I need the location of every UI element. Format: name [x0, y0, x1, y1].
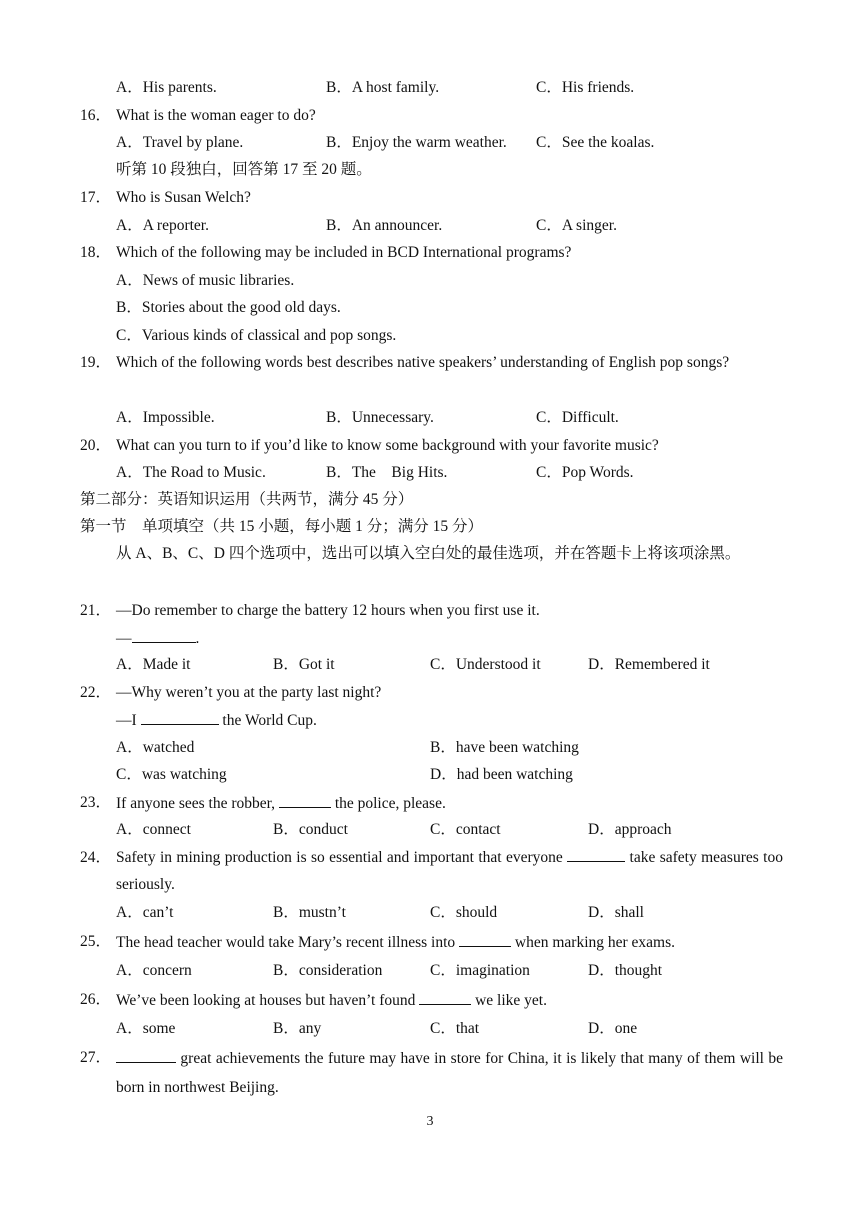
q18-option-b: B．Stories about the good old days. — [116, 299, 341, 316]
q24-option-a: A．can’t — [116, 904, 174, 921]
q24-option-b: B．mustn’t — [273, 904, 346, 921]
q26-option-a: A．some — [116, 1020, 176, 1037]
stem-before: The head teacher would take Mary’s recent illness into — [116, 934, 460, 951]
reply-after: the World Cup. — [218, 712, 317, 729]
q24-option-d: D．shall — [588, 904, 644, 921]
question-number: 22． — [80, 684, 112, 701]
q23-option-a: A．connect — [116, 821, 191, 838]
q16-option-b: B．Enjoy the warm weather. — [326, 134, 507, 151]
stem-after: we like yet. — [471, 992, 547, 1009]
answer-blank — [116, 1048, 176, 1063]
question-number: 20． — [80, 437, 112, 454]
q26-option-b: B．any — [273, 1020, 322, 1037]
question-text — [116, 990, 547, 1011]
q16-option-c: C．See the koalas. — [536, 134, 655, 151]
stem-before: We’ve been looking at houses but haven’t found — [116, 992, 420, 1009]
q23-option-b: B．conduct — [273, 821, 348, 838]
q17-option-b: B．An announcer. — [326, 217, 443, 234]
answer-blank — [141, 710, 219, 725]
q21-option-b: B．Got it — [273, 656, 335, 673]
question-number: 21． — [80, 602, 112, 619]
q25-option-c: C．imagination — [430, 962, 530, 979]
q25-option-b: B．consideration — [273, 962, 383, 979]
q21-option-c: C．Understood it — [430, 656, 541, 673]
q20-option-a: A．The Road to Music. — [116, 464, 266, 481]
q17-option-c: C．A singer. — [536, 217, 617, 234]
q21-option-d: D．Remembered it — [588, 656, 710, 673]
q18-option-a: A．News of music libraries. — [116, 272, 295, 289]
stem-before: Safety in mining production is so essential and important that everyone — [116, 849, 568, 866]
question-text: Which of the following may be included in BCD International programs? — [116, 244, 572, 261]
q23-option-c: C．contact — [430, 821, 501, 838]
q21-reply: — . — [116, 630, 200, 647]
answer-blank — [459, 932, 511, 947]
question-number: 26． — [80, 991, 112, 1008]
question-text — [116, 793, 446, 814]
q22-option-d: D．had been watching — [430, 766, 573, 783]
q22-option-c: C．was watching — [116, 766, 227, 783]
part2-title: 第二部分：英语知识运用（共两节，满分 45 分） — [80, 491, 414, 508]
reply-before: —I — [116, 712, 141, 729]
question-number: 16． — [80, 107, 112, 124]
q19-option-b: B．Unnecessary. — [326, 409, 434, 426]
stem-after: take safety measures too seriously. — [116, 849, 783, 893]
answer-blank — [132, 628, 196, 643]
q15-option-c: C．His friends. — [536, 79, 635, 96]
q26-option-d: D．one — [588, 1020, 638, 1037]
q15-option-b: B．A host family. — [326, 79, 440, 96]
q19-option-c: C．Difficult. — [536, 409, 619, 426]
answer-blank — [567, 847, 625, 862]
q15-option-a: A．His parents. — [116, 79, 217, 96]
q18-option-c: C．Various kinds of classical and pop songs. — [116, 327, 397, 344]
question-number: 19． — [80, 354, 112, 371]
q27-text — [116, 1044, 783, 1102]
q20-option-b: B．The Big Hits. — [326, 464, 448, 481]
q23-option-d: D．approach — [588, 821, 672, 838]
q16-option-a: A．Travel by plane. — [116, 134, 244, 151]
q22-reply — [116, 710, 317, 731]
question-text: What can you turn to if you’d like to know some background with your favorite music? — [116, 437, 659, 454]
section1-title: 第一节 单项填空（共 15 小题，每小题 1 分；满分 15 分） — [80, 518, 484, 535]
question-number: 27． — [80, 1049, 112, 1066]
answer-blank — [279, 793, 331, 808]
answer-blank — [419, 990, 471, 1005]
question-number: 25． — [80, 933, 112, 950]
question-text — [116, 932, 675, 953]
q26-option-c: C．that — [430, 1020, 480, 1037]
stem-after: the police, please. — [330, 795, 446, 812]
q20-option-c: C．Pop Words. — [536, 464, 634, 481]
stem-after: when marking her exams. — [511, 934, 676, 951]
question-number: 24． — [80, 849, 112, 866]
q24-option-c: C．should — [430, 904, 498, 921]
question-text: Who is Susan Welch? — [116, 189, 251, 206]
section1-instructions: 从 A、B、C、D 四个选项中，选出可以填入空白处的最佳选项，并在答题卡上将该项涂黑。 — [116, 545, 741, 562]
reply-dash: — — [116, 630, 132, 647]
q19-text: Which of the following words best describes native speakers’ understanding of English pop songs? — [116, 354, 730, 371]
q24-text — [116, 844, 783, 898]
question-text: —Do remember to charge the battery 12 hours when you first use it. — [116, 602, 540, 619]
question-text: What is the woman eager to do? — [116, 107, 316, 124]
q25-option-d: D．thought — [588, 962, 663, 979]
q17-option-a: A．A reporter. — [116, 217, 209, 234]
page-number: 3 — [426, 1114, 434, 1129]
q21-option-a: A．Made it — [116, 656, 191, 673]
question-text: —Why weren’t you at the party last night? — [116, 684, 382, 701]
question-number: 17． — [80, 189, 112, 206]
q22-option-a: A．watched — [116, 739, 195, 756]
question-number: 18． — [80, 244, 112, 261]
question-number: 23． — [80, 794, 112, 811]
stem-after: great achievements the future may have in store for China, it is likely that many of them will be born in northwest Beijing. — [116, 1050, 783, 1096]
monologue-10-instruction: 听第 10 段独白，回答第 17 至 20 题。 — [116, 161, 372, 178]
q19-option-a: A．Impossible. — [116, 409, 215, 426]
q25-option-a: A．concern — [116, 962, 192, 979]
q22-option-b: B．have been watching — [430, 739, 579, 756]
stem-before: If anyone sees the robber, — [116, 795, 279, 812]
